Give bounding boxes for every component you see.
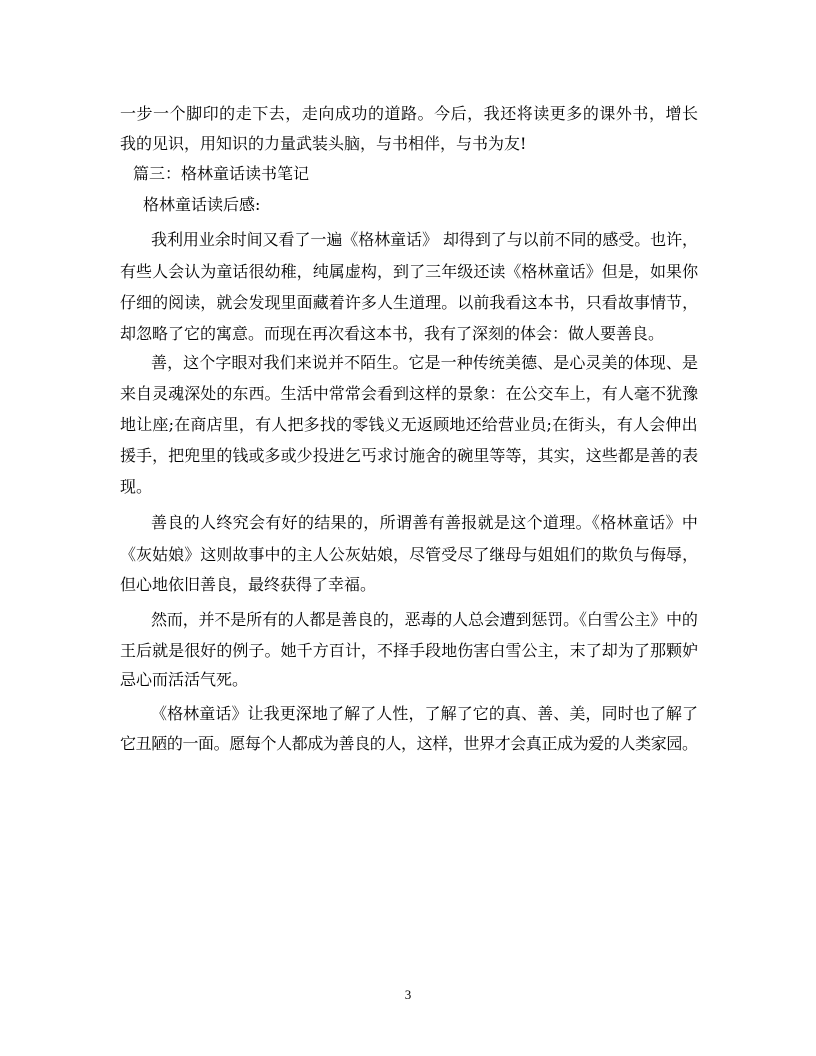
text-line: 一步一个脚印的走下去，走向成功的道路。今后，我还将读更多的课外书，增长 xyxy=(120,104,699,123)
text-line: 《格林童话》让我更深地了解了人性，了解了它的真、善、美，同时也了解了 xyxy=(151,704,699,723)
text-line: 我的见识，用知识的力量武装头脑，与书相伴，与书为友! xyxy=(120,134,527,153)
text-line: 它丑陋的一面。愿每个人都成为善良的人，这样，世界才会真正成为爱的人类家园。 xyxy=(120,734,698,753)
text-line: 现。 xyxy=(120,477,153,496)
text-line: 但心地依旧善良，最终获得了幸福。 xyxy=(120,575,377,594)
text-line: 《灰姑娘》这则故事中的主人公灰姑娘，尽管受尽了继母与姐姐们的欺负与侮辱， xyxy=(120,545,699,564)
text-line: 忌心而活活气死。 xyxy=(120,670,249,689)
text-line: 有些人会认为童话很幼稚，纯属虚构，到了三年级还读《格林童话》但是，如果你 xyxy=(120,262,699,281)
text-line: 仔细的阅读，就会发现里面藏着许多人生道理。以前我看这本书，只看故事情节， xyxy=(120,293,699,312)
section-heading: 篇三：格林童话读书笔记 xyxy=(133,164,310,183)
essay-title: 格林童话读后感: xyxy=(143,195,261,214)
text-line: 善良的人终究会有好的结果的，所谓善有善报就是这个道理。《格林童话》中 xyxy=(151,513,699,532)
text-line: 王后就是很好的例子。她千方百计，不择手段地伤害白雪公主，末了却为了那颗妒 xyxy=(120,641,699,660)
text-line: 然而，并不是所有的人都是善良的，恶毒的人总会遭到惩罚。《白雪公主》中的 xyxy=(151,610,698,629)
text-line: 善，这个字眼对我们来说并不陌生。它是一种传统美德、是心灵美的体现、是 xyxy=(151,353,699,372)
text-line: 地让座;在商店里，有人把多找的零钱义无返顾地还给营业员;在街头，有人会伸出 xyxy=(120,415,698,434)
text-line: 却忽略了它的寓意。而现在再次看这本书，我有了深刻的体会：做人要善良。 xyxy=(120,324,665,343)
text-line: 我利用业余时间又看了一遍《格林童话》 却得到了与以前不同的感受。也许， xyxy=(151,230,698,249)
text-line: 援手，把兜里的钱或多或少投进乞丐求讨施舍的碗里等等，其实，这些都是善的表 xyxy=(120,446,699,465)
page-number: 3 xyxy=(404,987,412,1002)
text-line: 来自灵魂深处的东西。生活中常常会看到这样的景象：在公交车上，有人毫不犹豫 xyxy=(120,384,699,403)
